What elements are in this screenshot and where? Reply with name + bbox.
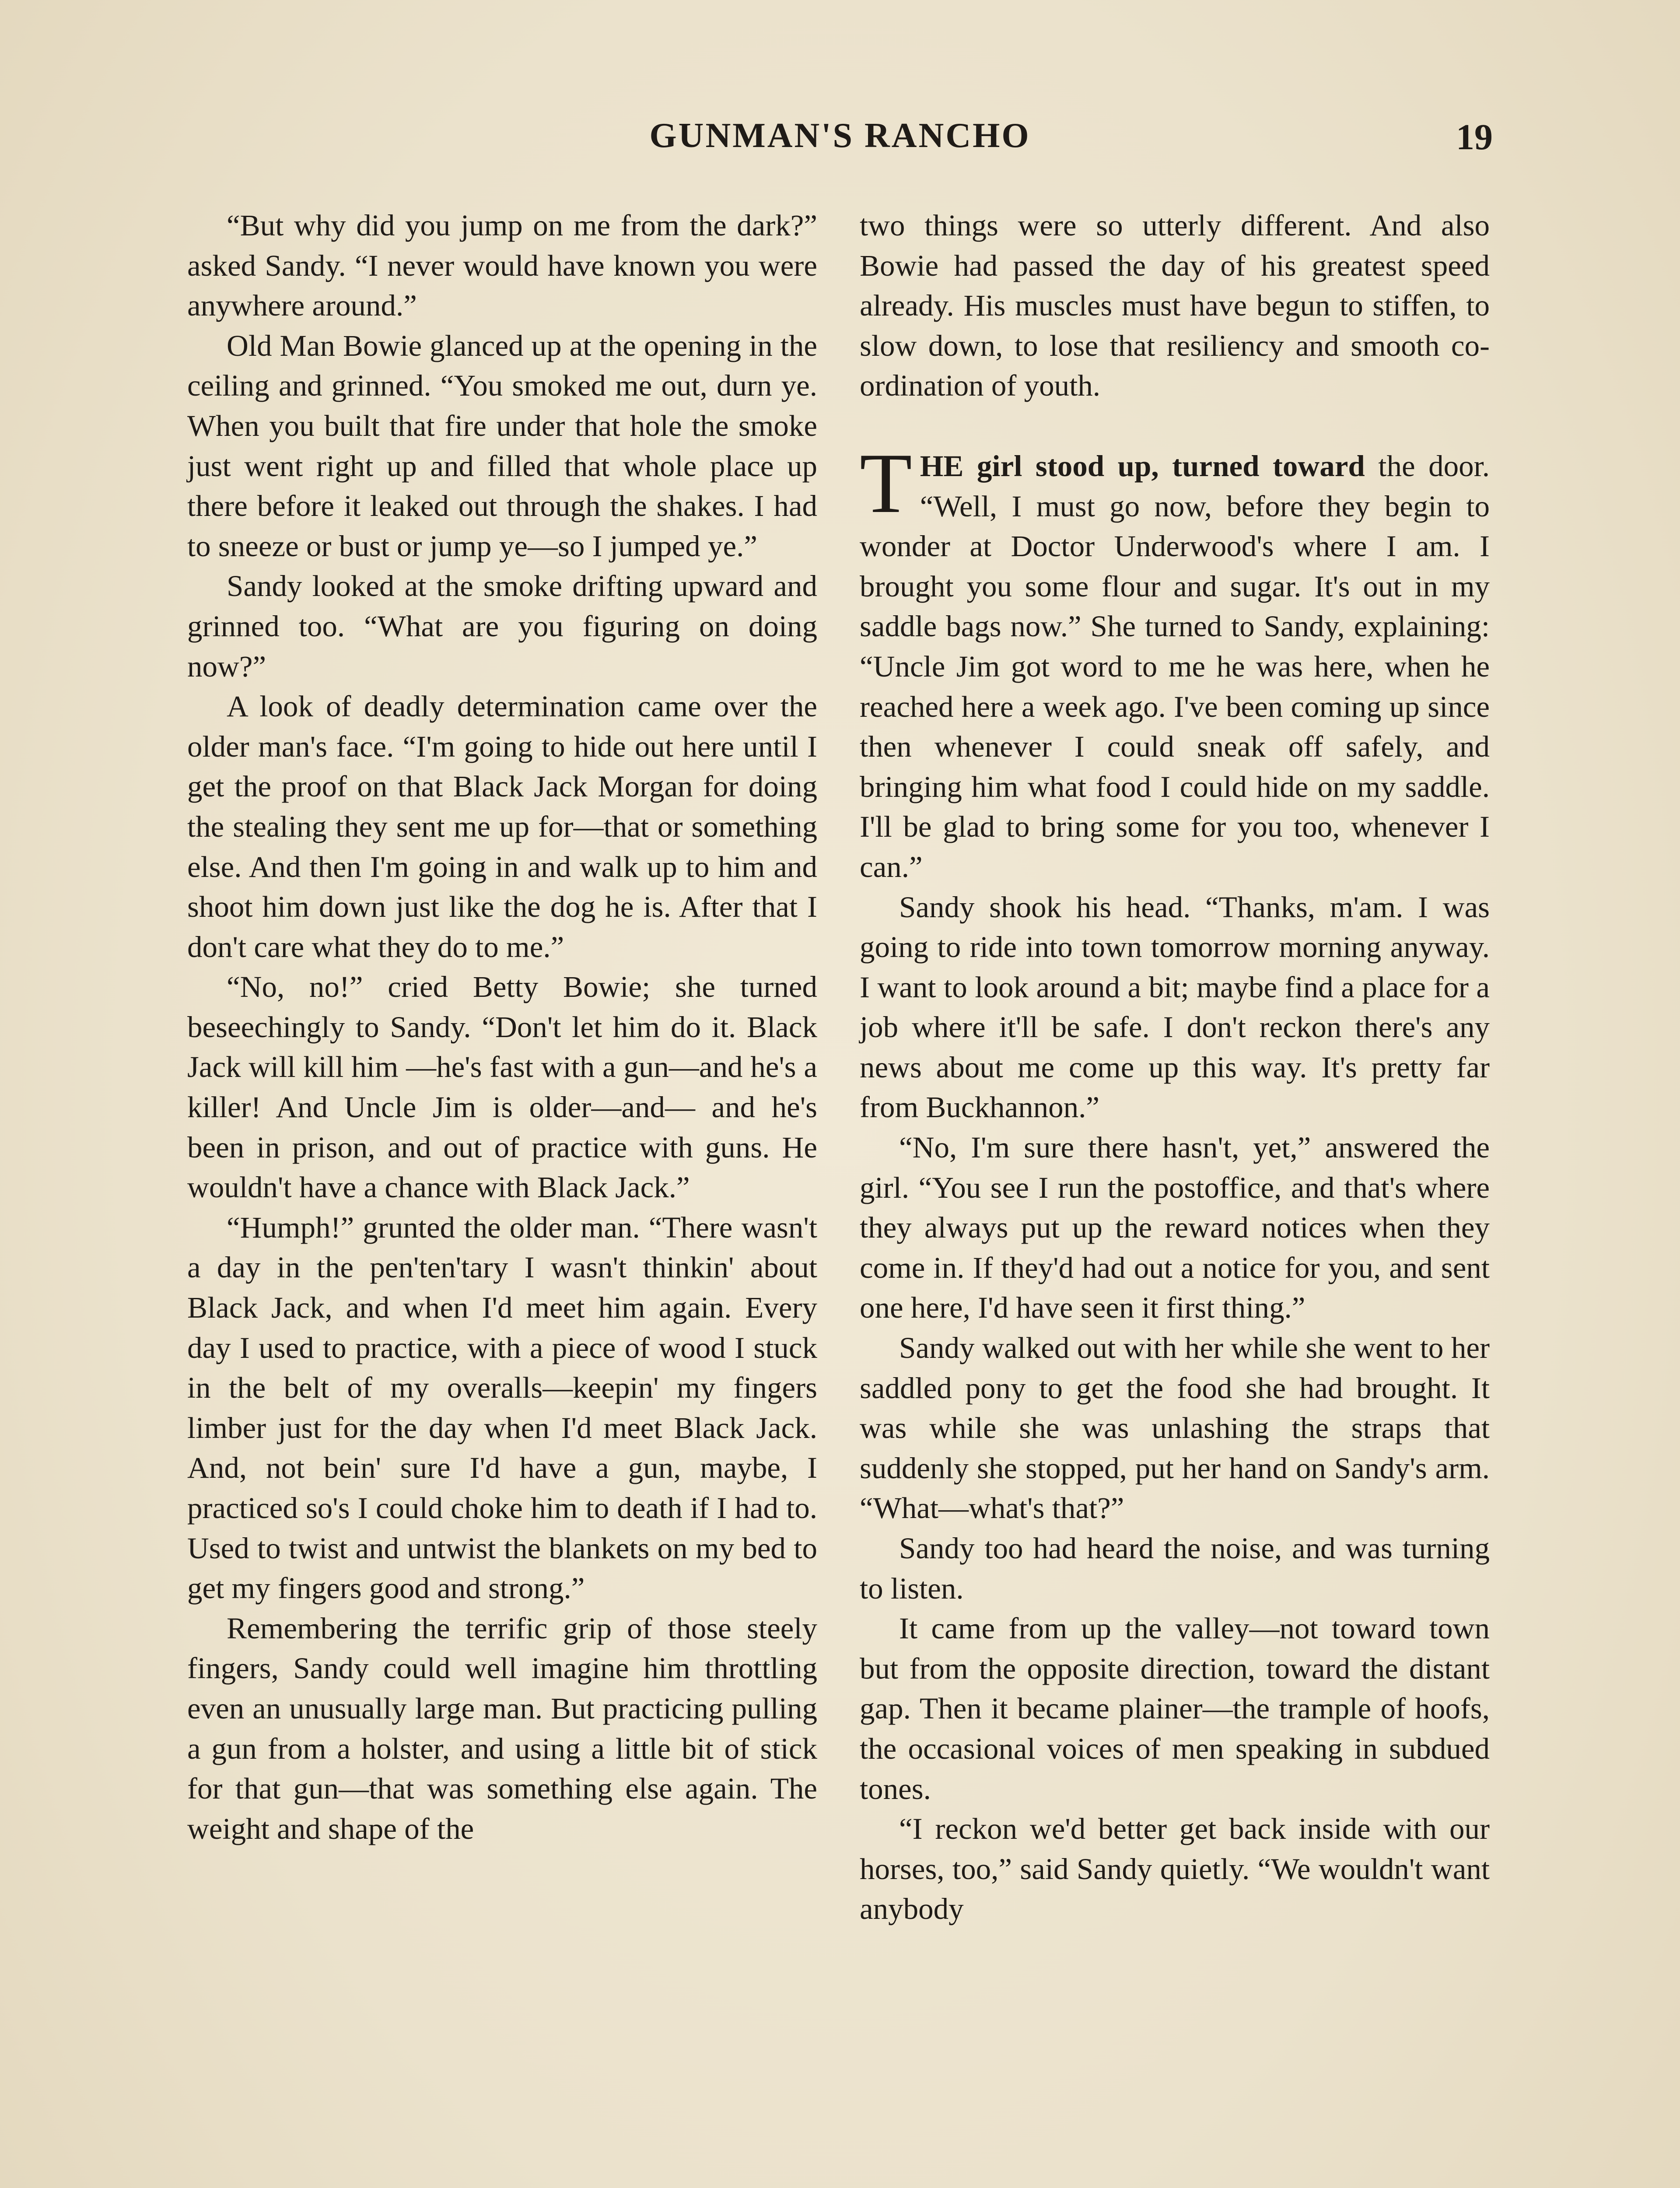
page-number: 19 <box>1456 117 1493 158</box>
paragraph: It came from up the valley—not toward town but from the opposite direction, toward the distant gap. Then it became plainer—the trample of hoofs, the occasional voices of men speaking in subdued tones. <box>860 1612 1490 1806</box>
section-text: the door. “Well, I must go now, before they begin to wonder at Doctor Underwood's where I am. I brought you some flour and sugar. It's out in my saddle bags now.” She turned to Sandy, explaining: “Uncle Jim got word to me he was here, when he reached here a week ago. I've been coming up since then whenever I could sneak off safely, and bringing him what food I could hide on my saddle. I'll be glad to bring some for you too, whenever I can.” <box>860 449 1490 884</box>
paragraph: “I reckon we'd better get back inside with our horses, too,” said Sandy quietly. “We wouldn't want anybody <box>860 1812 1490 1926</box>
paragraph: A look of deadly determination came over the older man's face. “I'm going to hide out here until I get the proof on that Black Jack Morgan for doing the stealing they sent me up for—that or something else. And then I'm going in and walk up to him and shoot him down just like the dog he is. After that I don't care what they do to me.” <box>187 690 817 964</box>
running-head: GUNMAN'S RANCHO <box>649 116 1031 155</box>
lead-in: HE girl stood up, turned toward <box>920 449 1365 483</box>
paragraph: “No, I'm sure there hasn't, yet,” answered the girl. “You see I run the postoffice, and that's where they always put up the reward notices when they come in. If they'd had out a notice for you, and sent one here, I'd have seen it first thing.” <box>860 1131 1490 1325</box>
paragraph: Sandy walked out with her while she went to her saddled pony to get the food she had brought. It was while she was unlashing the straps that suddenly she stopped, put her hand on Sandy's arm. “What—what's that?” <box>860 1331 1490 1525</box>
continued-paragraph: two things were so utterly different. And also Bowie had passed the day of his greatest speed already. His muscles must have begun to stiffen, to slow down, to lose that resiliency and smooth co-ordination of youth. <box>860 209 1490 403</box>
paragraph: Remembering the terrific grip of those steely fingers, Sandy could well imagine him throttling even an unusually large man. But practicing pulling a gun from a holster, and using a little bit of stick for that gun—that was something else again. The weight and shape of the <box>187 1611 817 1845</box>
paragraph: Sandy looked at the smoke drifting upward and grinned too. “What are you figuring on doing now?” <box>187 569 817 683</box>
paragraph: “No, no!” cried Betty Bowie; she turned beseechingly to Sandy. “Don't let him do it. Black Jack will kill him —he's fast with a gun—and he's a killer! And Uncle Jim is older—and— and he's been in prison, and out of practice with guns. He wouldn't have a chance with Black Jack.” <box>187 970 817 1204</box>
paragraph: Old Man Bowie glanced up at the opening in the ceiling and grinned. “You smoked me out, durn ye. When you built that fire under that hole the smoke just went right up and filled that whole place up there before it leaked out through the shakes. I had to sneeze or bust or jump ye—so I jumped ye.” <box>187 329 817 563</box>
paragraph: “But why did you jump on me from the dark?” asked Sandy. “I never would have known you were anywhere around.” <box>187 209 817 323</box>
section-opening-paragraph <box>860 435 1490 887</box>
paragraph: “Humph!” grunted the older man. “There wasn't a day in the pen'ten'tary I wasn't thinkin' about Black Jack, and when I'd meet him again. Every day I used to practice, with a piece of wood I stuck in the belt of my overalls—keepin' my fingers limber just for the day when I'd meet Black Jack. And, not bein' sure I'd have a gun, maybe, I practiced so's I could choke him to death if I had to. Used to twist and untwist the blankets on my bed to get my fingers good and strong.” <box>187 1210 817 1605</box>
paragraph: Sandy too had heard the noise, and was turning to listen. <box>860 1532 1490 1605</box>
drop-cap: T <box>860 435 912 531</box>
paragraph: Sandy shook his head. “Thanks, m'am. I was going to ride into town tomorrow morning anyway. I want to look around a bit; maybe find a place for a job where it'll be safe. I don't reckon there's any news about me come up this way. It's pretty far from Buckhannon.” <box>860 890 1490 1124</box>
right-column <box>860 206 1490 1929</box>
page-header <box>187 116 1493 164</box>
left-column <box>187 206 817 1849</box>
